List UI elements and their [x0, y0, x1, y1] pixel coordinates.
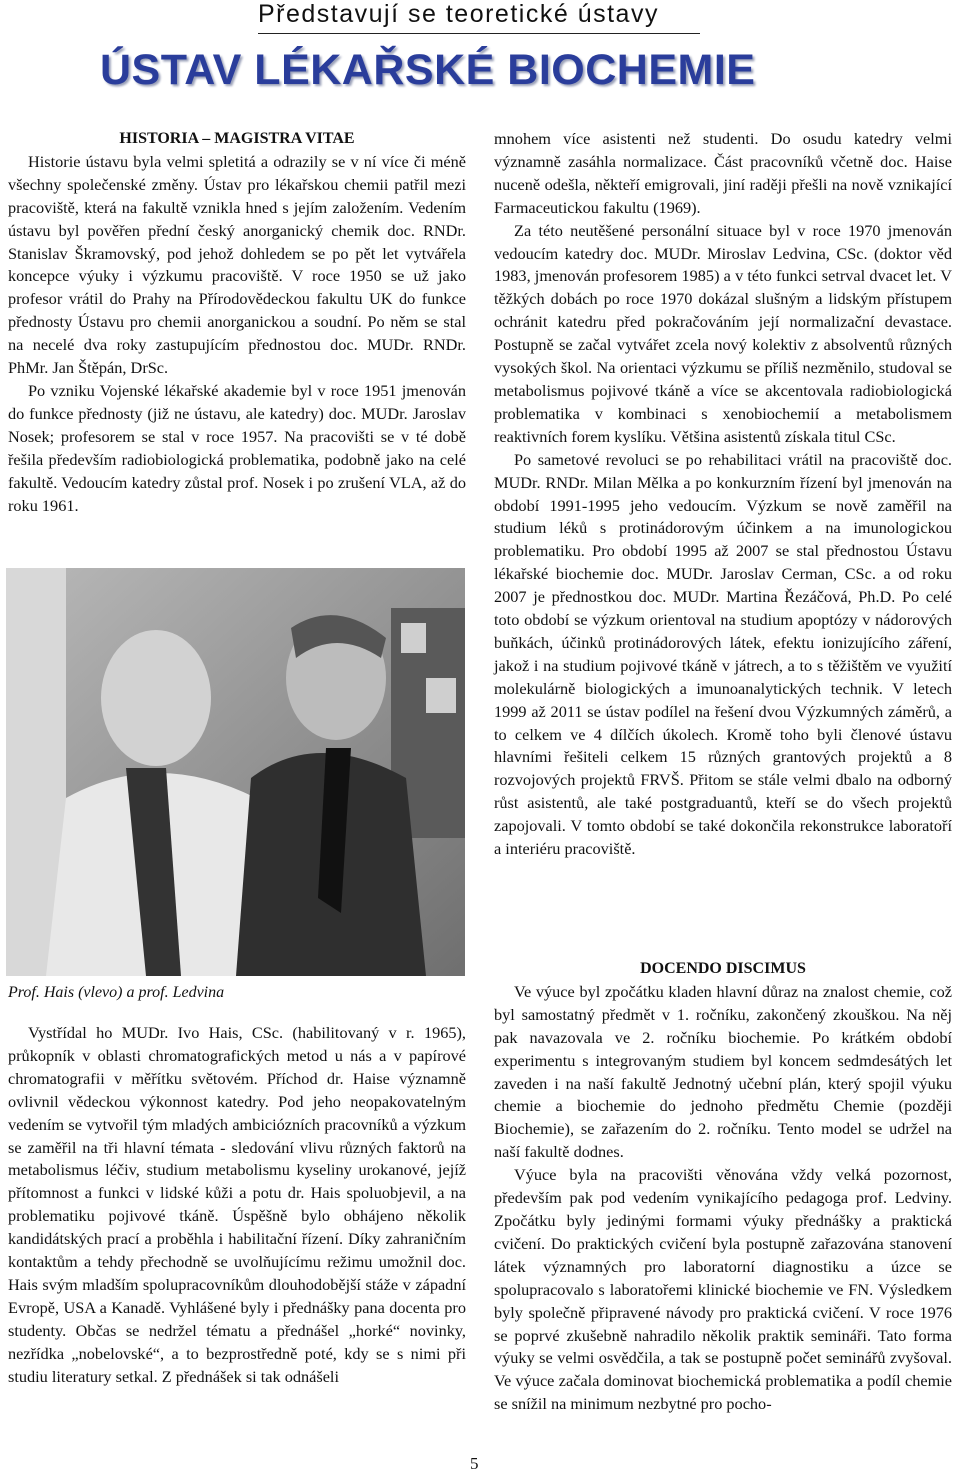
paragraph: Historie ústavu byla velmi spletitá a odrazily se v ní více či méně všechny společenské změny. Ústav pro lékařskou chemii patřil mezi pracoviště, která na fakultě vznikla hned s jejím založením. Vedením ústavu byl pověřen přední český anorganický chemik doc. RNDr. Stanislav Škramovský, pod jehož dohledem se po pět let vytvářela koncepce výuky i výzkumu pracoviště. V roce 1950 se už jako profesor vrátil do Prahy na Přírodovědeckou fakultu UK do funkce přednosty Ústavu pro chemii anorganickou a soudní. Po něm se stal na necelé dva roky zastupujícím přednostou doc. MUDr. RNDr. PhMr. Jan Štěpán, DrSc.	[8, 151, 466, 378]
paragraph: Po sametové revoluci se po rehabilitaci vrátil na pracoviště doc. MUDr. RNDr. Milan Mělka a po konkurzním řízení byl jmenován na období 1991-1995 jeho vedoucím. Výzkum se nově zaměřil na studium léků s protinádorovým účinkem a na imunologickou problematiku. Pro období 1995 až 2007 se stal přednostou Ústavu lékařské biochemie doc. MUDr. Jaroslav Cerman, CSc. a od roku 2007 je přednostkou doc. MUDr. Martina Řezáčová, Ph.D. Po celé toto období se výzkum orientoval na studium apoptózy v nádorových buňkách, účinků protinádorových látek, efektu ionizujícího záření, jakož i na studium pojivové tkáně v játrech, a to s těžištěm ve využití molekulárně biologických a imunoanalytických technik. V letech 1999 až 2011 se ústav podílel na řešení dvou Výzkumných záměrů, a to celkem ve 4 dílčích úkolech. Kromě toho byli členové ústavu hlavními řešiteli celkem 15 různých grantových projektů a 8 rozvojových projektů FRVŠ. Přitom se stále velmi dbalo na odborný růst asistentů, ale také postgraduantů, kteří se do všech projektů zapojovali. V tomto období se také dokončila rekonstrukce laboratoří a interiéru pracoviště.	[494, 449, 952, 859]
section-kicker: Představují se teoretické ústavy	[258, 0, 659, 28]
photo-image	[6, 568, 465, 976]
section-heading-docendo: DOCENDO DISCIMUS	[640, 960, 806, 977]
paragraph: Po vzniku Vojenské lékařské akademie byl v roce 1951 jmenován do funkce přednosty (již ne ústavu, ale katedry) doc. MUDr. Jaroslav Nosek; profesorem se stal v roce 1957. Na pracovišti se v té době řešila především radiobiologická problematika, podobně jako na celé fakultě. Vedoucím katedry zůstal prof. Nosek i po zrušení VLA, až do roku 1961.	[8, 380, 466, 515]
header-divider	[258, 33, 700, 34]
section-heading-historia: HISTORIA – MAGISTRA VITAE	[119, 130, 355, 147]
right-column-top	[494, 128, 952, 861]
paragraph: Vystřídal ho MUDr. Ivo Hais, CSc. (habilitovaný v r. 1965), průkopník v oblasti chromatografických metod u nás a v papírové chromatografii v měřítku světovém. Příchod dr. Haise významně ovlivnil vědeckou výkonnost katedry. Pod jeho neopakovatelným vedením se vytvořil tým mladých ambiciózních pracovníků a výzkum se zaměřil na tři hlavní témata - sledování vlivu různých faktorů na metabolismus léčiv, studium metabolismu kyseliny urokanové, jejíž přítomnost a funkci v lidské kůži a potu dr. Hais spoluobjevil, a na problematiku pojivové tkáně. Úspěšně bylo obhájeno několik kandidátských prací a proběhla i habilitační řízení. Díky zahraničním kontaktům a tehdy přechodně se uvolňujícímu režimu umožnil doc. Hais svým mladším spolupracovníkům dlouhodobější stáže v západní Evropě, USA a Kanadě. Vyhlášené byly i přednášky pana docenta pro studenty. Občas se nedržel tématu a přednášel „horké“ novinky, nezřídka „nobelovské“, a to bezprostředně poté, kdy se s nimi při studiu literatury setkal. Z přednášek si tak odnášeli	[8, 1023, 466, 1386]
page-number: 5	[470, 1454, 479, 1473]
left-column-top	[8, 128, 466, 517]
paragraph: Výuce byla na pracovišti věnována vždy velká pozornost, především pak pod vedením vynikajícího pedagoga prof. Ledviny. Zpočátku byly jedinými formami výuky přednášky a praktická cvičení. Do praktických cvičení byla postupně zařazována stanovení látek významných pro laboratorní diagnostiku a úzce se spolupracovalo s laboratořemi klinické biochemie ve FN. Výsledkem byly společně připravené návody pro praktická cvičení. V roce 1976 se poprvé zkušebně nahradilo několik praktik semináři. Tato forma výuky se velmi osvědčila, a tak se postupně počet seminářů zvyšoval. Ve výuce začala dominovat biochemická problematika a podíl chemie se snížil na minimum nezbytné pro pocho-	[494, 1165, 952, 1414]
paragraph: Za této neutěšené personální situace byl v roce 1970 jmenován vedoucím katedry doc. MUDr. Miroslav Ledvina, CSc. (doktor věd 1983, jmenován profesorem 1985) a v této funkci setrval dvacet let. V těžkých dobách po roce 1970 dokázal slušným a lidským přístupem ochránit katedru před pokračováním její normalizační devastace. Postupně se začal vytvářet zcela nový kolektiv z absolventů různých vysokých škol. Na orientaci výzkumu se příliš nezměnilo, studoval se metabolismus pojivové tkáně a více se akcentovala radiobiologická problematika v kombinaci s xenobiochemií a metabolismem reaktivních forem kyslíku. Většina asistentů získala titul CSc.	[494, 220, 952, 446]
photo-caption: Prof. Hais (vlevo) a prof. Ledvina	[8, 984, 225, 1001]
paragraph: mnohem více asistenti než studenti. Do osudu katedry velmi významně zasáhla normalizace. Část pracovníků včetně doc. Haise nuceně odešla, někteří emigrovali, jiní raději přešli na nově vznikající Farmaceutickou fakultu (1969).	[494, 129, 952, 217]
paragraph: Ve výuce byl zpočátku kladen hlavní důraz na znalost chemie, což byl samostatný předmět v 1. ročníku, zakončený zkouškou. Na něj pak navazovala ve 2. ročníku biochemie. Po krátkém období experimentu s integrovaným studiem byl koncem sedmdesátých let zaveden i na naší fakultě Jednotný učební plán, který spojil výuku chemie a biochemie do jednoho předmětu Chemie (později Biochemie), se zařazením do 2. ročníku. Tento model se udržel na naší fakultě dodnes.	[494, 981, 952, 1162]
left-column-bottom	[8, 1022, 466, 1389]
portrait-photo	[6, 568, 465, 976]
page-title: ÚSTAV LÉKAŘSKÉ BIOCHEMIE	[100, 46, 756, 94]
right-column-bottom	[494, 958, 952, 1416]
